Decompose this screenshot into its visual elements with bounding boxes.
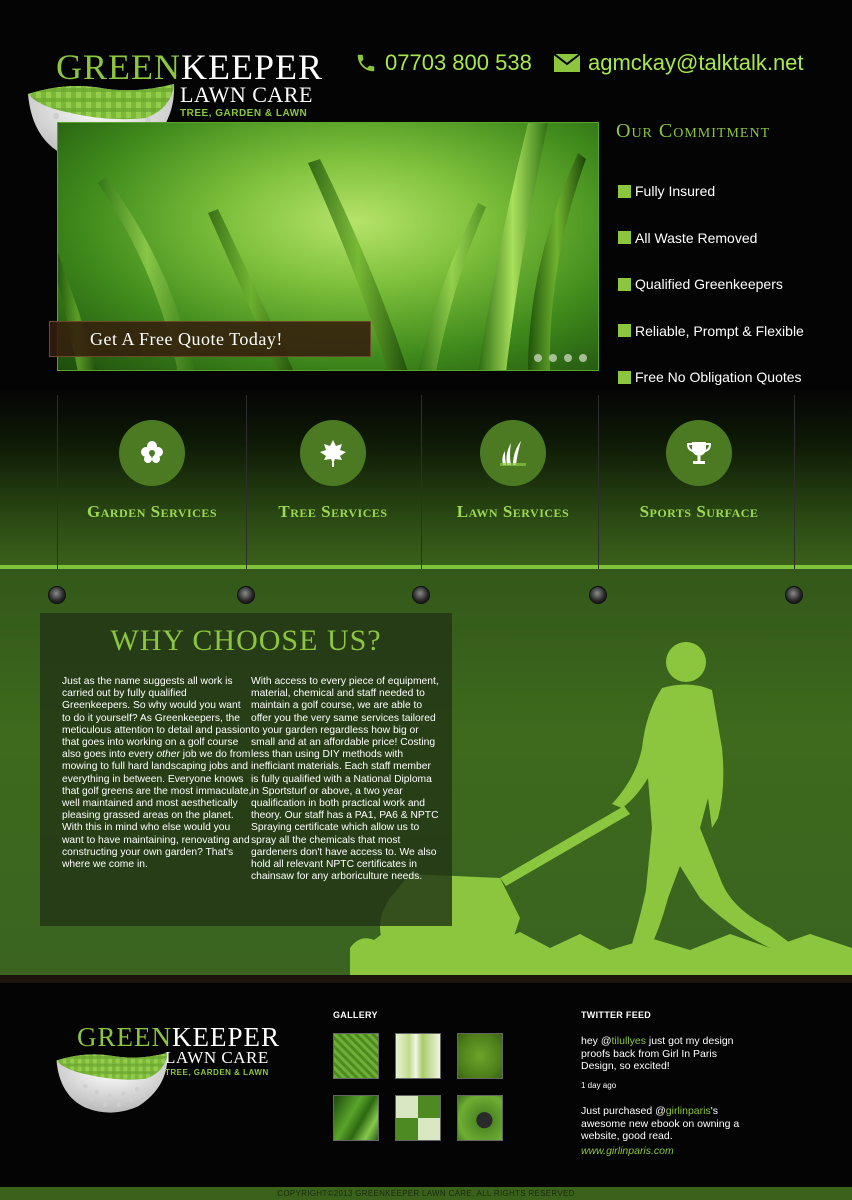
logo-wordmark: GREENKEEPER [77,1022,281,1052]
why-column-2: With access to every piece of equipment, material, chemical and staff needed to maintain a golf course, we are able to offer you the very same services tailored to your garden regardless how big or small and at an affordable price! Costing less than using DIY methods with inefficiant materials. Each staff member is fully qualified with a National Diploma in Sportsturf or above, a two year qualification in both practical work and theory. Our staff has a PA1, PA6 & NPTC Spraying certificate which allow us to spray all the chemicals that most gardeners don't have access to. We also hold all relevant NPTC certificates in chainsaw for any arboriculture needs. [251,676,439,883]
service-label: Tree Services [278,502,388,521]
gallery-thumb-2[interactable] [395,1033,441,1079]
free-quote-button[interactable]: Get A Free Quote Today! [49,321,371,357]
slider-dots [534,354,587,362]
service-label: Garden Services [86,502,218,521]
checkbox-square-icon [618,278,631,291]
tweet-1: hey @tilullyes just got my design proofs back from Girl In Paris Design, so excited! [581,1035,734,1072]
list-item: Fully Insured [618,168,804,215]
logo-subtitle: LAWN CARE [165,1048,269,1067]
twitter-feed-title: TWITTER FEED [581,1010,652,1020]
phone-icon [355,52,377,74]
commitment-title: Our Commitment [616,120,771,142]
rivet [48,586,66,604]
list-item: Qualified Greenkeepers [618,261,804,308]
golf-ball-logo-icon [55,1046,169,1116]
service-tree[interactable] [238,420,428,522]
phone-contact[interactable] [355,50,532,76]
tweet-url-link[interactable]: www.girlinparis.com [581,1145,674,1157]
gallery-thumb-5[interactable] [395,1095,441,1141]
logo-subtitle: LAWN CARE [180,82,313,107]
slider-dot-2[interactable] [549,354,557,362]
email-contact[interactable] [554,50,804,76]
list-item: Free No Obligation Quotes [618,354,804,401]
gallery-title: GALLERY [333,1010,378,1020]
commitment-list [618,168,804,401]
gallery-thumb-6[interactable] [457,1095,503,1141]
rivet [237,586,255,604]
why-choose-us-title: WHY CHOOSE US? [110,624,382,657]
checkbox-square-icon [618,324,631,337]
logo-wordmark: GREENKEEPER [56,47,324,87]
email-address: agmckay@talktalk.net [588,50,804,75]
leaf-icon [318,438,348,468]
checkbox-square-icon [618,231,631,244]
trophy-icon [685,439,713,467]
service-sports[interactable] [604,420,794,522]
rivet [785,586,803,604]
slider-dot-4[interactable] [579,354,587,362]
gallery-thumb-3[interactable] [457,1033,503,1079]
tweet-2: Just purchased @girlinparis's awesome new ebook on owning a website, good read. [581,1105,740,1142]
copyright-bar: COPYRIGHT©2013 GREENKEEPER LAWN CARE, ALL RIGHTS RESERVED [0,1187,852,1200]
footer-divider [0,975,852,983]
tweet-handle-link[interactable]: tilullyes [611,1035,646,1047]
tweet-timestamp: 1 day ago [581,1081,617,1090]
footer-logo[interactable] [55,1020,285,1110]
slider-dot-3[interactable] [564,354,572,362]
gallery-thumb-4[interactable] [333,1095,379,1141]
list-item: Reliable, Prompt & Flexible [618,308,804,355]
checkbox-square-icon [618,185,631,198]
service-garden[interactable] [57,420,247,522]
gallery-thumb-1[interactable] [333,1033,379,1079]
service-label: Lawn Services [456,502,570,521]
checkbox-square-icon [618,371,631,384]
rivet [412,586,430,604]
rivet [589,586,607,604]
tweet-handle-link[interactable]: girlinparis [665,1105,711,1117]
service-label: Sports Surface [639,502,759,521]
logo-tagline: TREE, GARDEN & LAWN [180,108,308,119]
flower-icon [137,438,167,468]
rope [794,395,795,590]
grass-icon [497,437,529,469]
slider-dot-1[interactable] [534,354,542,362]
phone-number: 07703 800 538 [385,50,532,75]
list-item: All Waste Removed [618,215,804,262]
why-column-1: Just as the name suggests all work is carried out by fully qualified Greenkeepers. So why would you want to do it yourself? As Greenkeepers, the meticulous attention to detail and passion that goes into working on a golf course also goes into every other job we do from mowing to full hard landscaping jobs and everything in between. Everyone knows that golf greens are the most immaculate, well maintained and most aesthetically pleasing grassed areas on the planet. With this in mind who else would you want to have maintaining, renovating and constructing your own garden? That's where we come in. [62,676,252,871]
envelope-icon [554,54,580,72]
logo-tagline: TREE, GARDEN & LAWN [165,1068,269,1077]
service-lawn[interactable] [418,420,608,522]
